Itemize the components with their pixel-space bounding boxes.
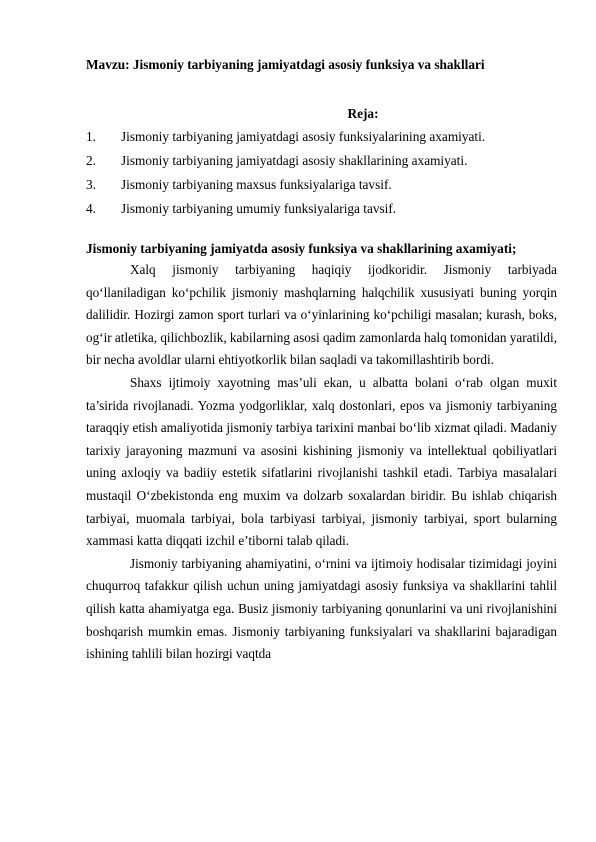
plan-heading: Reja: [347,106,379,121]
plan-item-text: Jismoniy tarbiyaning jamiyatdagi asosiy shakllarining axamiyati. [121,153,468,168]
body-text [86,259,557,666]
paragraph: Shaxs ijtimoiy xayotning mas’uli ekan, u albatta bolani o‘rab olgan muxit ta’sirida rivojlanadi. Yozma yodgorliklar, xalq dostonlari, epos va jismoniy tarbiyaning taraqqiy etish amaliyotida jismoniy tarbiya tarixini manbai bo‘lib xizmat qiladi. Madaniy tarixiy jarayoning mazmuni va asosini kishining jismoniy va intellektual qobiliyatlari uning axloqiy va badiiy estetik sifatlarini rivojlanishi tashkil etadi. Tarbiya masalalari mustaqil O‘zbekistonda eng muxim va dolzarb soxalardan biridir. Bu ishlab chiqarish tarbiyai, muomala tarbiyai, bola tarbiyasi tarbiyai, jismoniy tarbiyai, sport bularning xammasi katta diqqati izchil e’tiborni talab qiladi. [86,374,557,549]
plan-item [86,151,556,175]
paragraph: Xalq jismoniy tarbiyaning haqiqiy ijodkoridir. Jismoniy tarbiyada qo‘llaniladigan ko‘pchilik jismoniy mashqlarning halqchilik xususiyati buning yorqin dalilidir. Hozirgi zamon sport turlari va o‘yinlarining ko‘pchiligi masalan; kurash, boks, og‘ir atletika, qilichbozlik, kabilarning asosi qadim zamonlarda halq tomonidan yaratildi, bir necha avoldlar ularni ehtiyotkorlik bilan saqladi va takomillashtirib bordi. [86,262,557,368]
plan-item-number: 1. [86,129,96,144]
plan-item [86,199,556,223]
plan-item-text: Jismoniy tarbiyaning maxsus funksiyalariga tavsif. [121,177,392,192]
plan-item [86,127,556,151]
paragraph: Jismoniy tarbiyaning ahamiyatini, o‘rnini va ijtimoiy hodisalar tizimidagi joyini chuqurroq tafakkur qilish uchun uning jamiyatdagi asosiy funksiya va shakllarini tahlil qilish katta ahamiyatga ega. Busiz jismoniy tarbiyaning qonunlarini va uni rivojlanishini boshqarish mumkin emas. Jismoniy tarbiyaning funksiyalari va shakllarini bajaradigan ishining tahlili bilan hozirgi vaqtda [86,555,557,662]
section-title: Jismoniy tarbiyaning jamiyatda asosiy funksiya va shakllarining axamiyati; [86,241,517,256]
plan-item-number: 2. [86,153,96,168]
plan-item-text: Jismoniy tarbiyaning jamiyatdagi asosiy funksiyalarining axamiyati. [121,129,486,144]
plan-item-number: 3. [86,177,96,192]
topic-title: Mavzu: Jismoniy tarbiyaning jamiyatdagi asosiy funksiya va shakllari [86,57,485,72]
plan-list [86,127,556,223]
plan-item [86,175,556,199]
plan-item-text: Jismoniy tarbiyaning umumiy funksiyalariga tavsif. [121,201,397,216]
plan-item-number: 4. [86,201,96,216]
